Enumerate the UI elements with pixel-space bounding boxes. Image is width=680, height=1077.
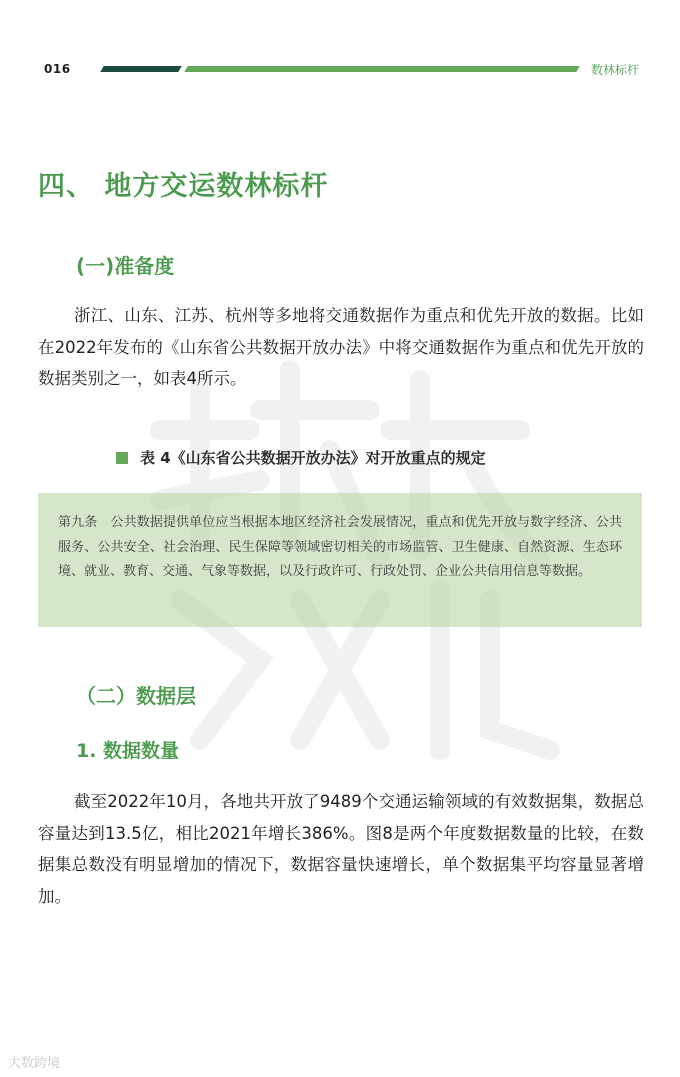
paragraph-data-quantity: 截至2022年10月，各地共开放了9489个交通运输领域的有效数据集，数据总容量达到13.5亿，相比2021年增长386%。图8是两个年度数据数量的比较，在数据集总数没有明显增加的情况下，数据容量快速增长，单个数据集平均容量显著增加。 [38,792,644,906]
section-name: 数林标杆 [591,63,640,77]
page-title: 四、 地方交运数林标杆 [38,171,329,202]
caption-square-icon [116,452,128,464]
table-caption [116,447,486,468]
subsection-heading-readiness: (一)准备度 [76,254,175,278]
header-bar-dark [100,66,181,72]
page-header [0,58,680,82]
footer-watermark: 大数跨境 [8,1056,61,1071]
regulation-quote-text: 第九条 公共数据提供单位应当根据本地区经济社会发展情况，重点和优先开放与数字经济、公共服务、公共安全、社会治理、民生保障等领域密切相关的市场监管、卫生健康、自然资源、生态环境、就业、教育、交通、气象等数据，以及行政许可、行政处罚、企业公共信用信息等数据。 [58,515,622,579]
regulation-quote-box [38,493,642,627]
subsection-heading-data-layer: （二）数据层 [76,684,196,708]
paragraph-readiness: 浙江、山东、江苏、杭州等多地将交通数据作为重点和优先开放的数据。比如在2022年发布的《山东省公共数据开放办法》中将交通数据作为重点和优先开放的数据类别之一，如表4所示。 [38,306,644,388]
page-number: 016 [44,62,71,76]
table-caption-text: 表 4《山东省公共数据开放办法》对开放重点的规定 [140,449,486,467]
subheading-data-quantity: 1. 数据数量 [76,740,180,762]
header-bar-green [184,66,579,72]
